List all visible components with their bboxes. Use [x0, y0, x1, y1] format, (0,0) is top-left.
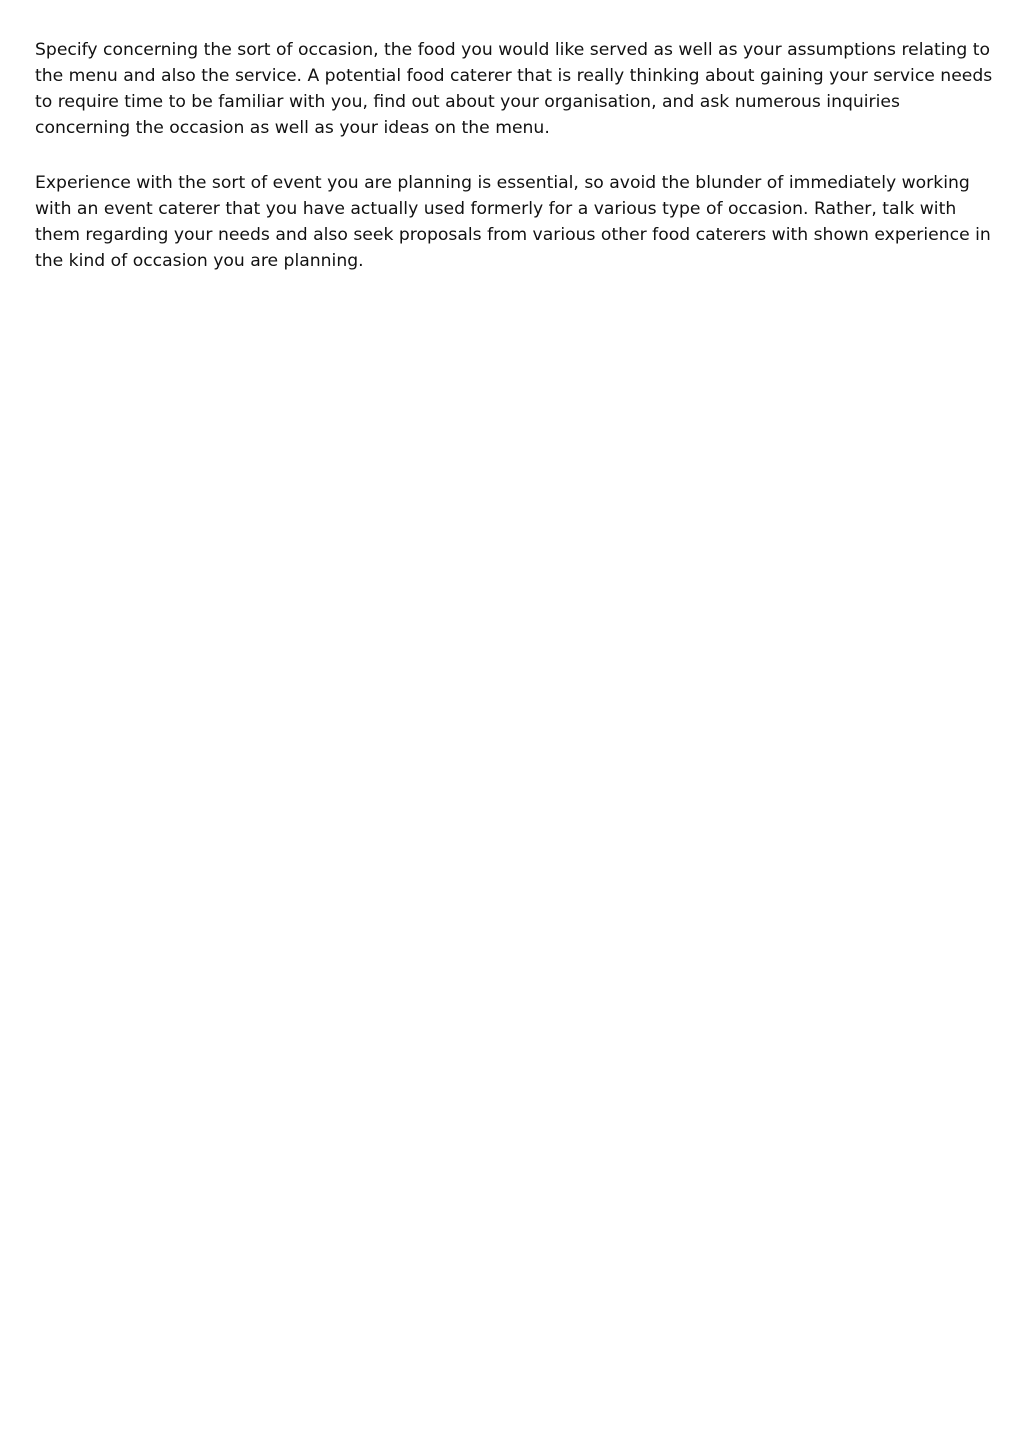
paragraph-2: Experience with the sort of event you are planning is essential, so avoid the blunder of immediately working with an event caterer that you have actually used formerly for a various type of occasion. Rather, talk with them regarding your needs and also seek proposals from various other food caterers with shown experience in the kind of occasion you are planning.	[35, 173, 991, 271]
paragraph-1: Specify concerning the sort of occasion, the food you would like served as well as your assumptions relating to the menu and also the service. A potential food caterer that is really thinking about gaining your service needs to require time to be familiar with you, find out about your organisation, and ask numerous inquiries concerning the occasion as well as your ideas on the menu.	[35, 40, 993, 138]
document-body	[35, 37, 995, 303]
